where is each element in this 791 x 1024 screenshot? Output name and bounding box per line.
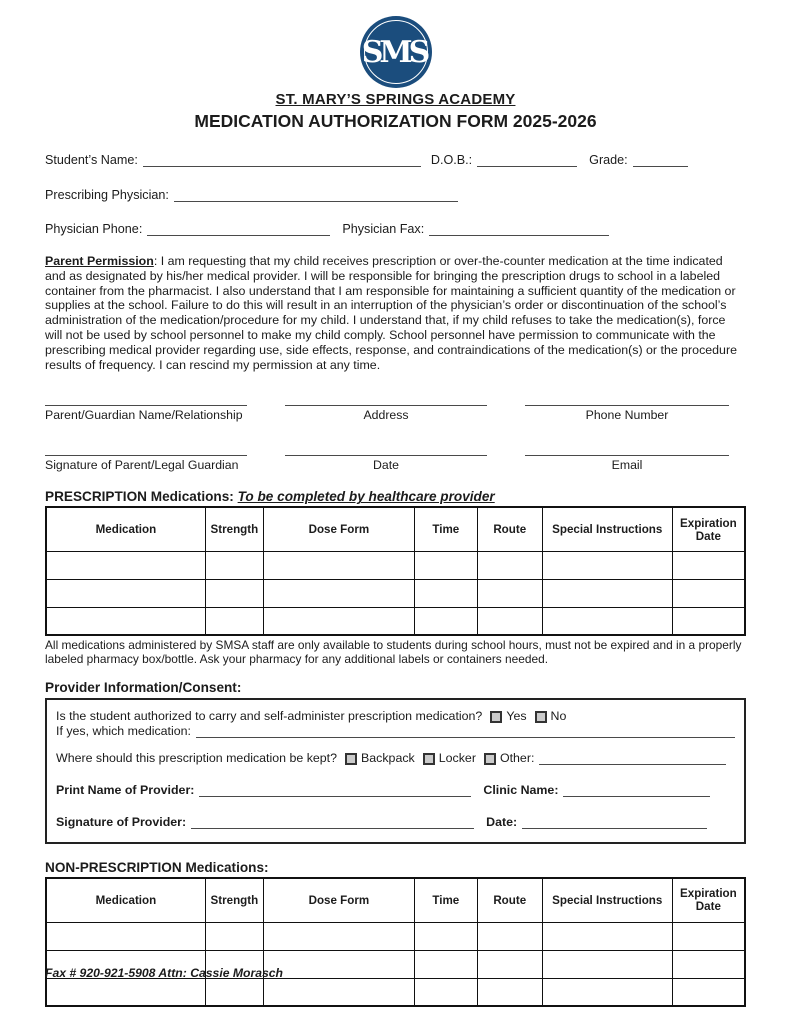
provider-name-row (56, 782, 735, 797)
table-cell[interactable] (542, 978, 672, 1006)
col-dose-form: Dose Form (263, 507, 414, 551)
col-medication: Medication (46, 507, 205, 551)
col-dose-form: Dose Form (263, 878, 414, 922)
nonprescription-table-header-row (46, 878, 745, 922)
email-line[interactable] (525, 444, 729, 456)
date-label: Date (373, 458, 399, 473)
phone-number-line[interactable] (525, 394, 729, 406)
table-row (46, 579, 745, 607)
backpack-checkbox[interactable] (345, 753, 357, 765)
date-line[interactable] (285, 444, 487, 456)
nonprescription-table-body (46, 922, 745, 1006)
provider-name-label: Print Name of Provider: (56, 783, 195, 798)
col-strength: Strength (205, 878, 263, 922)
table-cell[interactable] (414, 978, 477, 1006)
table-cell[interactable] (672, 579, 745, 607)
physician-fax-field[interactable] (429, 221, 609, 236)
guardian-signature-line[interactable] (45, 444, 247, 456)
col-time: Time (414, 507, 477, 551)
prescription-section-heading (45, 489, 746, 504)
prescription-table-body (46, 551, 745, 635)
student-name-label: Student’s Name: (45, 153, 138, 167)
no-checkbox[interactable] (535, 711, 547, 723)
table-cell[interactable] (542, 551, 672, 579)
table-cell[interactable] (672, 607, 745, 635)
table-cell[interactable] (672, 922, 745, 950)
backpack-label: Backpack (361, 751, 415, 766)
parent-permission-paragraph (45, 254, 746, 372)
no-label: No (550, 709, 567, 724)
col-expiration-date: Expiration Date (672, 507, 745, 551)
provider-signature-field[interactable] (191, 814, 474, 829)
provider-date-label: Date: (486, 815, 518, 830)
page-title: MEDICATION AUTHORIZATION FORM 2025-2026 (194, 111, 597, 131)
locker-label: Locker (438, 751, 476, 766)
parent-permission-body: : I am requesting that my child receives prescription or over-the-counter medication at the time indicated and as designated by his/her medical provider. I will be responsible for bringing the prescription drugs to school in a labeled container from the pharmacist. I also understand that I am responsible for maintaining a sufficient quantity of the medication or supplies at the school. Failure to do this will result in an interruption of the physician’s order or discontinuation of the school’s administration of the medication/procedure for my child. I understand that, if my child refuses to take the medication(s), force will not be used by school personnel to make my child comply. School personnel have permission to communicate with the prescribing medical provider regarding use, side effects, response, and contraindications of the medication(s) or the procedure results of frequency. I can rescind my permission at any time. (45, 254, 737, 372)
student-name-field[interactable] (143, 152, 421, 167)
dob-field[interactable] (477, 152, 577, 167)
col-medication: Medication (46, 878, 205, 922)
table-cell[interactable] (205, 579, 263, 607)
if-yes-medication-label: If yes, which medication: (56, 724, 191, 739)
table-cell[interactable] (414, 579, 477, 607)
table-cell[interactable] (263, 978, 414, 1006)
table-cell[interactable] (263, 950, 414, 978)
guardian-name-line[interactable] (45, 394, 247, 406)
table-row (46, 922, 745, 950)
table-cell[interactable] (46, 551, 205, 579)
school-name: ST. MARY’S SPRINGS ACADEMY (275, 91, 516, 108)
phone-number-cell (525, 394, 729, 422)
table-row (46, 978, 745, 1006)
provider-signature-row (56, 814, 735, 829)
table-cell[interactable] (477, 579, 542, 607)
prescribing-physician-field[interactable] (174, 187, 458, 202)
prescribing-physician-label: Prescribing Physician: (45, 188, 169, 202)
address-line[interactable] (285, 394, 487, 406)
nonprescription-medications-table (45, 877, 746, 1007)
if-yes-medication-row (56, 723, 735, 738)
provider-name-field[interactable] (199, 782, 471, 797)
col-time: Time (414, 878, 477, 922)
nonprescription-section-heading: NON-PRESCRIPTION Medications: (45, 860, 269, 876)
table-row (46, 607, 745, 635)
prescription-heading-note: To be completed by healthcare provider (237, 489, 495, 505)
grade-field[interactable] (633, 152, 688, 167)
table-cell[interactable] (46, 607, 205, 635)
medication-kept-question: Where should this prescription medication be kept? (56, 751, 338, 766)
table-cell[interactable] (263, 579, 414, 607)
student-name-row (45, 152, 746, 167)
col-expiration-date: Expiration Date (672, 878, 745, 922)
other-field[interactable] (539, 750, 726, 765)
table-cell[interactable] (205, 551, 263, 579)
guardian-signature-row (45, 444, 746, 472)
address-cell (285, 394, 487, 422)
guardian-signature-cell (45, 444, 247, 472)
table-cell[interactable] (477, 551, 542, 579)
table-cell[interactable] (672, 978, 745, 1006)
physician-phone-field[interactable] (147, 221, 330, 236)
provider-consent-box (45, 698, 746, 844)
prescribing-physician-row (45, 187, 746, 202)
table-cell[interactable] (414, 607, 477, 635)
table-row (46, 551, 745, 579)
logo-ring (361, 20, 428, 84)
clinic-name-field[interactable] (563, 782, 710, 797)
guardian-info-row (45, 394, 746, 422)
email-label: Email (611, 458, 643, 473)
prescription-table-note: All medications administered by SMSA staff are only available to students during school hours, must not be expired and in a properly labeled pharmacy box/bottle. Ask your pharmacy for any additional labels or containers needed. (45, 638, 742, 667)
prescription-table-header-row (46, 507, 745, 551)
guardian-name-cell (45, 394, 247, 422)
table-cell[interactable] (672, 950, 745, 978)
parent-permission-heading: Parent Permission (45, 254, 154, 268)
table-cell[interactable] (542, 950, 672, 978)
table-cell[interactable] (414, 551, 477, 579)
table-cell[interactable] (477, 950, 542, 978)
grade-label: Grade: (589, 153, 628, 167)
physician-phone-label: Physician Phone: (45, 222, 143, 236)
other-label: Other: (499, 751, 535, 766)
table-cell[interactable] (414, 950, 477, 978)
table-cell[interactable] (205, 978, 263, 1006)
provider-date-field[interactable] (522, 814, 707, 829)
col-special-instructions: Special Instructions (542, 878, 672, 922)
table-cell[interactable] (46, 579, 205, 607)
self-administer-question: Is the student authorized to carry and self-administer prescription medication? (56, 709, 483, 724)
fax-note: Fax # 920-921-5908 Attn: Cassie Morasch (45, 966, 283, 980)
table-cell[interactable] (477, 978, 542, 1006)
logo-monogram: SMS (361, 34, 427, 70)
if-yes-medication-field[interactable] (196, 723, 735, 738)
guardian-signature-label: Signature of Parent/Legal Guardian (45, 458, 239, 473)
table-cell[interactable] (263, 551, 414, 579)
physician-fax-label: Physician Fax: (342, 222, 425, 236)
dob-label: D.O.B.: (430, 153, 473, 167)
table-cell[interactable] (542, 922, 672, 950)
physician-phone-row (45, 221, 746, 236)
yes-label: Yes (506, 709, 527, 724)
guardian-name-label: Parent/Guardian Name/Relationship (45, 408, 243, 423)
table-cell[interactable] (205, 922, 263, 950)
col-special-instructions: Special Instructions (542, 507, 672, 551)
table-cell[interactable] (46, 922, 205, 950)
col-route: Route (477, 507, 542, 551)
address-label: Address (363, 408, 409, 423)
date-cell (285, 444, 487, 472)
locker-checkbox[interactable] (423, 753, 435, 765)
school-logo-icon (360, 16, 432, 88)
table-cell[interactable] (263, 922, 414, 950)
table-cell[interactable] (477, 607, 542, 635)
table-cell[interactable] (477, 922, 542, 950)
col-route: Route (477, 878, 542, 922)
provider-signature-label: Signature of Provider: (56, 815, 187, 830)
form-header (45, 16, 746, 132)
medication-kept-row (56, 750, 735, 765)
table-cell[interactable] (46, 978, 205, 1006)
yes-checkbox[interactable] (490, 711, 502, 723)
self-administer-question-row (56, 709, 735, 723)
table-cell[interactable] (205, 607, 263, 635)
phone-number-label: Phone Number (585, 408, 669, 423)
prescription-medications-table (45, 506, 746, 636)
table-cell[interactable] (414, 922, 477, 950)
col-strength: Strength (205, 507, 263, 551)
email-cell (525, 444, 729, 472)
other-checkbox[interactable] (484, 753, 496, 765)
table-cell[interactable] (542, 607, 672, 635)
clinic-name-label: Clinic Name: (483, 783, 559, 798)
prescription-heading-text: PRESCRIPTION Medications: (45, 489, 238, 505)
table-cell[interactable] (672, 551, 745, 579)
table-cell[interactable] (542, 579, 672, 607)
table-cell[interactable] (263, 607, 414, 635)
provider-section-heading: Provider Information/Consent: (45, 680, 242, 696)
